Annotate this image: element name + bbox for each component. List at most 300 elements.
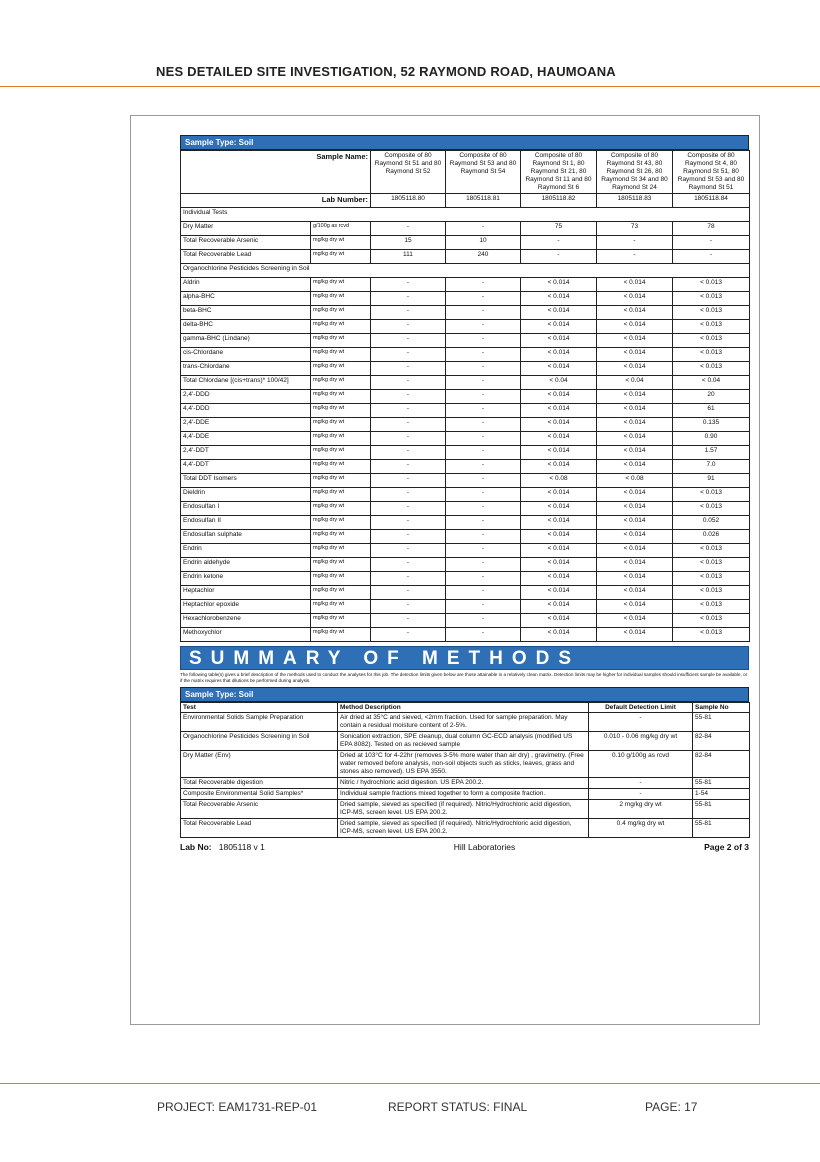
summary-note: The following table(s) gives a brief description of the methods used to conduct the analyses for this job. The detection limits given below are those attainable in a relatively clean matrix. Detection limits may be higher for individual samples should insufficient sample be available, or if the matrix requires that dilutions be performed during analysis. [180,672,748,683]
analyte-name: gamma-BHC (Lindane) [181,334,311,348]
section-label: Individual Tests [181,208,750,222]
footer-report-status: REPORT STATUS: FINAL [388,1100,528,1114]
result-value: < 0.013 [673,558,750,572]
result-value: < 0.014 [521,432,597,446]
method-test: Composite Environmental Solid Samples* [181,789,338,800]
result-value: < 0.014 [597,334,673,348]
result-value: - [446,222,521,236]
lab-report-content [180,135,749,852]
result-value: < 0.014 [521,320,597,334]
analyte-unit: mg/kg dry wt [311,600,371,614]
page-footer [0,1083,820,1144]
analyte-name: Endrin [181,544,311,558]
method-sample-no: 82-84 [693,732,750,751]
result-row [181,334,750,348]
result-value: < 0.013 [673,600,750,614]
method-test: Total Recoverable digestion [181,778,338,789]
result-value: < 0.014 [521,614,597,628]
method-description: Dried sample, sieved as specified (if required). Nitric/Hydrochloric acid digestion, ICP-MS, screen level. US EPA 200.2. [338,819,589,838]
result-value: 1.57 [673,446,750,460]
result-value: < 0.014 [521,418,597,432]
result-value: - [371,614,446,628]
analyte-name: Total Recoverable Arsenic [181,236,311,250]
result-value: - [371,516,446,530]
result-value: - [371,530,446,544]
lab-number-cell: 1805118.80 [371,194,446,208]
analyte-name: Heptachlor [181,586,311,600]
result-row [181,362,750,376]
result-value: - [371,376,446,390]
method-sample-no: 55-81 [693,778,750,789]
method-row [181,778,750,789]
analyte-name: Endrin aldehyde [181,558,311,572]
analyte-name: Hexachlorobenzene [181,614,311,628]
result-row [181,418,750,432]
result-value: < 0.013 [673,320,750,334]
result-value: - [446,502,521,516]
result-value: - [371,404,446,418]
method-row [181,732,750,751]
result-value: < 0.014 [521,292,597,306]
result-value: < 0.014 [597,530,673,544]
result-row [181,306,750,320]
embedded-lab-report [130,115,760,1025]
result-value: < 0.013 [673,614,750,628]
analyte-unit: mg/kg dry wt [311,460,371,474]
method-test: Environmental Solids Sample Preparation [181,713,338,732]
analyte-unit: mg/kg dry wt [311,278,371,292]
lab-no-value: 1805118 v 1 [218,842,265,852]
lab-no-label: Lab No: [180,842,212,852]
lab-number-row [181,194,750,208]
results-table [180,150,750,642]
analyte-unit: mg/kg dry wt [311,376,371,390]
result-value: 0.90 [673,432,750,446]
method-row [181,789,750,800]
result-row [181,488,750,502]
result-value: < 0.014 [521,516,597,530]
method-sample-no: 55-81 [693,800,750,819]
sample-name-cell: Composite of 80 Raymond St 4, 80 Raymond St 51, 80 Raymond St 53 and 80 Raymond St 51 [673,151,750,194]
result-value: - [673,236,750,250]
methods-table [180,702,750,838]
result-value: < 0.014 [521,586,597,600]
section-row [181,208,750,222]
result-value: - [597,250,673,264]
result-value: - [446,432,521,446]
result-value: - [371,586,446,600]
result-row [181,278,750,292]
analyte-unit: mg/kg dry wt [311,572,371,586]
method-sample-no: 55-81 [693,713,750,732]
result-value: - [371,544,446,558]
analyte-unit: mg/kg dry wt [311,418,371,432]
result-value: 15 [371,236,446,250]
result-value: 91 [673,474,750,488]
analyte-name: Total Chlordane [(cis+trans)* 100/42] [181,376,311,390]
result-row [181,558,750,572]
method-detection-limit: 2 mg/kg dry wt [589,800,693,819]
result-value: - [446,572,521,586]
result-row [181,544,750,558]
result-value: < 0.014 [597,362,673,376]
method-detection-limit: 0.010 - 0.06 mg/kg dry wt [589,732,693,751]
result-value: < 0.014 [597,586,673,600]
lab-number-cell: 1805118.81 [446,194,521,208]
result-value: - [446,586,521,600]
result-value: < 0.014 [521,628,597,642]
result-value: 10 [446,236,521,250]
result-row [181,404,750,418]
result-row [181,460,750,474]
result-value: - [521,236,597,250]
result-value: - [371,278,446,292]
result-value: - [371,502,446,516]
result-row [181,250,750,264]
result-value: < 0.014 [597,306,673,320]
result-value: 240 [446,250,521,264]
result-value: < 0.013 [673,572,750,586]
result-value: < 0.08 [597,474,673,488]
lab-number-cell: 1805118.84 [673,194,750,208]
result-value: - [371,222,446,236]
analyte-unit: mg/kg dry wt [311,628,371,642]
result-value: 75 [521,222,597,236]
result-value: < 0.014 [521,390,597,404]
result-value: - [446,306,521,320]
result-value: < 0.014 [521,544,597,558]
result-row [181,600,750,614]
result-value: < 0.014 [521,558,597,572]
result-value: - [371,558,446,572]
section-row [181,264,750,278]
result-row [181,348,750,362]
method-description: Dried at 103°C for 4-22hr (removes 3-5% more water than air dry) , gravimetry. (Free water removed before analysis, non-soil objects such as sticks, leaves, grass and stones also removed). US EPA 3550. [338,751,589,778]
result-value: < 0.014 [597,600,673,614]
header-limit: Default Detection Limit [589,703,693,713]
result-value: - [446,474,521,488]
result-value: - [446,488,521,502]
method-description: Dried sample, sieved as specified (if required). Nitric/Hydrochloric acid digestion, ICP-MS, screen level. US EPA 200.2. [338,800,589,819]
result-row [181,572,750,586]
method-detection-limit: - [589,713,693,732]
analyte-unit: mg/kg dry wt [311,292,371,306]
method-row [181,713,750,732]
result-value: - [446,292,521,306]
lab-name: Hill Laboratories [453,842,516,852]
analyte-name: delta-BHC [181,320,311,334]
method-description: Sonication extraction, SPE cleanup, dual column GC-ECD analysis (modified US EPA 8082). Tested on as recieved sample [338,732,589,751]
result-value: - [371,418,446,432]
result-value: - [446,278,521,292]
lab-number-cell: 1805118.83 [597,194,673,208]
result-value: < 0.014 [597,320,673,334]
result-value: - [446,600,521,614]
sample-name-cell: Composite of 80 Raymond St 51 and 80 Raymond St 52 [371,151,446,194]
analyte-unit: mg/kg dry wt [311,586,371,600]
result-value: < 0.014 [521,306,597,320]
method-detection-limit: 0.4 mg/kg dry wt [589,819,693,838]
result-value: < 0.013 [673,306,750,320]
section-label: Organochlorine Pesticides Screening in Soil [181,264,750,278]
sample-name-row [181,151,750,194]
result-value: < 0.014 [597,418,673,432]
result-value: < 0.014 [521,600,597,614]
result-value: < 0.014 [521,334,597,348]
lab-number-label: Lab Number: [181,194,371,208]
analyte-name: 4,4'-DDT [181,460,311,474]
results-band: Sample Type: Soil [180,135,749,150]
analyte-name: 2,4'-DDD [181,390,311,404]
result-value: < 0.014 [521,488,597,502]
result-value: < 0.014 [521,460,597,474]
result-value: 0.052 [673,516,750,530]
method-description: Nitric / hydrochloric acid digestion. US EPA 200.2. [338,778,589,789]
analyte-name: Endosulfan II [181,516,311,530]
analyte-name: Endosulfan sulphate [181,530,311,544]
method-test: Organochlorine Pesticides Screening in Soil [181,732,338,751]
analyte-name: Endosulfan I [181,502,311,516]
result-value: < 0.014 [597,544,673,558]
result-row [181,376,750,390]
method-sample-no: 82-84 [693,751,750,778]
result-value: < 0.013 [673,586,750,600]
result-value: < 0.014 [597,614,673,628]
result-value: < 0.014 [521,348,597,362]
result-row [181,236,750,250]
analyte-unit: mg/kg dry wt [311,516,371,530]
summary-of-methods-banner: SUMMARY OF METHODS [180,646,749,670]
footer-page: PAGE: 17 [645,1100,698,1114]
result-value: - [446,628,521,642]
result-value: < 0.08 [521,474,597,488]
analyte-unit: mg/kg dry wt [311,432,371,446]
result-value: < 0.013 [673,628,750,642]
result-value: - [371,320,446,334]
analyte-name: Total Recoverable Lead [181,250,311,264]
method-test: Dry Matter (Env) [181,751,338,778]
lab-report-footer [180,842,749,852]
result-row [181,432,750,446]
sample-name-cell: Composite of 80 Raymond St 1, 80 Raymond St 21, 80 Raymond St 11 and 80 Raymond St 6 [521,151,597,194]
result-value: - [371,292,446,306]
result-value: < 0.014 [521,362,597,376]
analyte-name: alpha-BHC [181,292,311,306]
sample-name-label: Sample Name: [181,151,371,194]
result-value: - [446,614,521,628]
result-value: - [597,236,673,250]
result-value: - [371,348,446,362]
sample-name-cell: Composite of 80 Raymond St 53 and 80 Raymond St 54 [446,151,521,194]
result-value: < 0.014 [597,502,673,516]
result-value: 111 [371,250,446,264]
analyte-unit: mg/kg dry wt [311,320,371,334]
result-row [181,474,750,488]
result-value: < 0.014 [521,502,597,516]
analyte-unit: mg/kg dry wt [311,306,371,320]
analyte-unit: mg/kg dry wt [311,334,371,348]
result-value: < 0.013 [673,488,750,502]
result-value: < 0.014 [597,292,673,306]
result-value: < 0.014 [597,404,673,418]
analyte-unit: mg/kg dry wt [311,502,371,516]
result-value: < 0.04 [521,376,597,390]
result-value: - [371,390,446,404]
analyte-unit: mg/kg dry wt [311,404,371,418]
method-detection-limit: - [589,789,693,800]
result-value: - [371,600,446,614]
result-value: < 0.014 [521,446,597,460]
method-row [181,751,750,778]
method-sample-no: 55-81 [693,819,750,838]
result-value: 78 [673,222,750,236]
result-value: - [371,474,446,488]
sample-name-cell: Composite of 80 Raymond St 43, 80 Raymond St 26, 80 Raymond St 34 and 80 Raymond St 24 [597,151,673,194]
result-row [181,390,750,404]
method-sample-no: 1-54 [693,789,750,800]
analyte-name: Dieldrin [181,488,311,502]
result-value: - [371,306,446,320]
result-value: < 0.014 [521,278,597,292]
result-row [181,530,750,544]
result-value: < 0.014 [521,530,597,544]
analyte-name: Total DDT Isomers [181,474,311,488]
result-value: < 0.014 [521,572,597,586]
analyte-unit: mg/kg dry wt [311,558,371,572]
result-value: < 0.014 [597,516,673,530]
method-detection-limit: - [589,778,693,789]
result-value: < 0.04 [673,376,750,390]
result-value: < 0.013 [673,348,750,362]
methods-band: Sample Type: Soil [180,687,749,702]
result-value: - [371,628,446,642]
result-value: 20 [673,390,750,404]
result-value: - [446,362,521,376]
analyte-name: 2,4'-DDT [181,446,311,460]
analyte-unit: mg/kg dry wt [311,250,371,264]
result-value: - [446,348,521,362]
result-row [181,446,750,460]
lab-page-number: Page 2 of 3 [704,842,749,852]
result-row [181,502,750,516]
page-header [0,0,820,87]
analyte-name: cis-Chlordane [181,348,311,362]
result-value: - [446,530,521,544]
result-value: 7.0 [673,460,750,474]
result-value: < 0.013 [673,502,750,516]
result-row [181,516,750,530]
result-value: 61 [673,404,750,418]
result-value: - [371,572,446,586]
result-row [181,292,750,306]
result-value: - [446,558,521,572]
lab-number-cell: 1805118.82 [521,194,597,208]
analyte-unit: mg/kg dry wt [311,236,371,250]
method-detection-limit: 0.10 g/100g as rcvd [589,751,693,778]
header-method: Method Description [338,703,589,713]
result-value: < 0.014 [521,404,597,418]
result-value: < 0.014 [597,432,673,446]
result-value: < 0.014 [597,558,673,572]
result-value: - [446,320,521,334]
result-row [181,628,750,642]
result-value: - [371,446,446,460]
result-value: < 0.013 [673,544,750,558]
header-test: Test [181,703,338,713]
result-value: - [371,488,446,502]
result-value: < 0.014 [597,460,673,474]
result-value: < 0.014 [597,628,673,642]
page-title: NES DETAILED SITE INVESTIGATION, 52 RAYMOND ROAD, HAUMOANA [156,64,616,79]
analyte-unit: mg/kg dry wt [311,530,371,544]
result-value: - [446,460,521,474]
result-value: < 0.013 [673,278,750,292]
result-value: - [371,334,446,348]
result-value: - [446,446,521,460]
analyte-unit: mg/kg dry wt [311,614,371,628]
analyte-unit: mg/kg dry wt [311,348,371,362]
analyte-name: Aldrin [181,278,311,292]
analyte-unit: g/100g as rcvd [311,222,371,236]
analyte-name: 4,4'-DDE [181,432,311,446]
method-row [181,800,750,819]
analyte-name: beta-BHC [181,306,311,320]
result-value: - [446,404,521,418]
method-description: Air dried at 35°C and sieved, <2mm fraction. Used for sample preparation. May contain a residual moisture content of 2-5%. [338,713,589,732]
result-value: - [446,390,521,404]
result-value: < 0.013 [673,334,750,348]
method-row [181,819,750,838]
result-value: - [371,362,446,376]
analyte-name: trans-Chlordane [181,362,311,376]
result-value: < 0.014 [597,348,673,362]
result-value: - [446,376,521,390]
result-row [181,614,750,628]
analyte-name: Endrin ketone [181,572,311,586]
analyte-unit: mg/kg dry wt [311,362,371,376]
analyte-unit: mg/kg dry wt [311,544,371,558]
analyte-name: Heptachlor epoxide [181,600,311,614]
result-row [181,586,750,600]
result-value: < 0.04 [597,376,673,390]
result-value: < 0.013 [673,362,750,376]
result-value: < 0.014 [597,278,673,292]
result-value: < 0.014 [597,446,673,460]
header-sample-no: Sample No [693,703,750,713]
result-value: - [371,432,446,446]
result-row [181,320,750,334]
result-value: 0.026 [673,530,750,544]
method-test: Total Recoverable Lead [181,819,338,838]
method-description: Individual sample fractions mixed together to form a composite fraction. [338,789,589,800]
result-value: - [446,334,521,348]
result-value: < 0.014 [597,488,673,502]
method-test: Total Recoverable Arsenic [181,800,338,819]
result-value: - [446,516,521,530]
result-value: < 0.013 [673,292,750,306]
result-row [181,222,750,236]
analyte-name: Methoxychlor [181,628,311,642]
analyte-name: 4,4'-DDD [181,404,311,418]
result-value: - [521,250,597,264]
result-value: - [446,544,521,558]
analyte-unit: mg/kg dry wt [311,488,371,502]
analyte-name: Dry Matter [181,222,311,236]
result-value: - [446,418,521,432]
result-value: < 0.014 [597,572,673,586]
result-value: 73 [597,222,673,236]
analyte-name: 2,4'-DDE [181,418,311,432]
